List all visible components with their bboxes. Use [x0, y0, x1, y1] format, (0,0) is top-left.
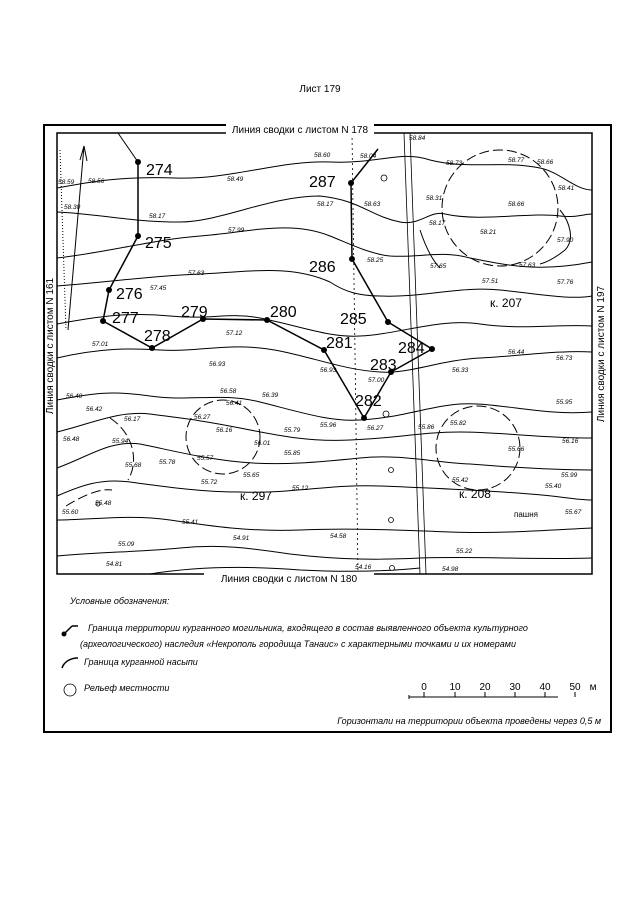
elevation-label: 58.30 [64, 204, 81, 211]
elevation-label: 56.58 [220, 388, 237, 395]
elevation-label: 55.12 [292, 485, 309, 492]
elevation-labels [58, 135, 582, 573]
elevation-label: 55.42 [452, 477, 469, 484]
elevation-label: 54.16 [355, 564, 372, 571]
point-284 [429, 346, 435, 352]
elevation-label: 55.65 [243, 472, 260, 479]
elevation-label: 55.78 [159, 459, 176, 466]
point-label: 282 [355, 393, 382, 410]
elevation-label: 54.58 [330, 533, 347, 540]
elevation-label: 56.42 [86, 406, 103, 413]
elevation-label: 58.60 [314, 152, 331, 159]
elevation-label: 58.66 [508, 201, 525, 208]
elevation-label: 56.41 [226, 400, 243, 407]
legend-mound-label: Граница курганной насыпи [84, 657, 198, 667]
elevation-label: 55.85 [284, 450, 301, 457]
elevation-label: 57.63 [188, 270, 205, 277]
scale-unit-label: м [589, 682, 597, 693]
elevation-label: 58.66 [537, 159, 554, 166]
elevation-label: 58.17 [429, 220, 446, 227]
elevation-label: 55.40 [545, 483, 562, 490]
edge-left-label: Линия сводки с листом N 161 [45, 277, 56, 415]
scale-tick-label: 40 [539, 682, 551, 693]
elevation-label: 58.25 [367, 257, 384, 264]
edge-top-label: Линия сводки с листом N 178 [231, 125, 369, 136]
scale-tick-label: 0 [421, 682, 427, 693]
elevation-label: 56.44 [508, 349, 525, 356]
elevation-label: 58.49 [227, 176, 244, 183]
legend-point-icon [62, 632, 67, 637]
legend-relief-label: Рельеф местности [84, 683, 170, 693]
elevation-label: 55.41 [182, 519, 199, 526]
elevation-label: 55.79 [284, 427, 301, 434]
elevation-label: 54.81 [106, 561, 123, 568]
elevation-label: 57.90 [557, 237, 574, 244]
elevation-label: 56.17 [124, 416, 141, 423]
mound-label: к. 207 [490, 296, 522, 310]
elevation-label: 58.31 [426, 195, 443, 202]
elevation-label: 56.39 [262, 392, 279, 399]
mound-label: к. 297 [240, 489, 272, 503]
elevation-label: 55.95 [556, 399, 573, 406]
elevation-label: 55.09 [118, 541, 135, 548]
elevation-label: 57.51 [482, 278, 499, 285]
mound-207-boundary [442, 150, 558, 266]
point-label: 280 [270, 304, 297, 321]
point-label: 276 [116, 286, 143, 303]
elevation-label: 55.57 [197, 455, 214, 462]
elevation-label: 55.66 [508, 446, 525, 453]
elevation-label: 57.12 [226, 330, 243, 337]
elevation-label: 58.59 [58, 179, 75, 186]
point-label: 283 [370, 357, 397, 374]
scale-tick-label: 50 [569, 682, 581, 693]
mound-297-boundary [186, 400, 260, 474]
elevation-label: 57.99 [228, 227, 245, 234]
scale-tick-label: 20 [479, 682, 491, 693]
elevation-label: 56.48 [63, 436, 80, 443]
point-label: 286 [309, 259, 336, 276]
elevation-label: 58.04 [360, 153, 377, 160]
mound-partial-left-2 [110, 418, 134, 480]
point-label: 285 [340, 311, 367, 328]
elevation-label: 55.22 [456, 548, 473, 555]
elevation-label: 55.48 [95, 500, 112, 507]
elevation-label: 55.60 [62, 509, 79, 516]
sheet-title: Лист 179 [299, 84, 341, 95]
north-arrow-icon [68, 146, 87, 330]
elevation-label: 55.67 [565, 509, 582, 516]
point-label: 279 [181, 304, 208, 321]
scale-bar [409, 692, 575, 699]
elevation-label: 58.77 [508, 157, 525, 164]
point-label: 281 [326, 335, 353, 352]
point-label: 275 [145, 235, 172, 252]
edge-bottom-label: Линия сводки с листом N 180 [220, 574, 358, 585]
elevation-label: 58.17 [317, 201, 334, 208]
elevation-label: 58.17 [149, 213, 166, 220]
elevation-label: 57.76 [557, 279, 574, 286]
elevation-label: 58.21 [480, 229, 497, 236]
point-label: 274 [146, 162, 173, 179]
point-275 [135, 233, 141, 239]
elevation-label: 56.01 [254, 440, 271, 447]
mound-boundaries [66, 150, 558, 506]
elevation-label: 58.73 [446, 160, 463, 167]
elevation-label: 56.27 [194, 414, 211, 421]
elevation-label: 57.63 [519, 262, 536, 269]
point-276 [106, 287, 112, 293]
elevation-label: 55.82 [450, 420, 467, 427]
elevation-label: 55.99 [561, 472, 578, 479]
elevation-label: 57.65 [430, 263, 447, 270]
point-label: 287 [309, 174, 336, 191]
mound-label: к. 208 [459, 487, 491, 501]
legend-title: Условные обозначения: [70, 596, 170, 606]
elevation-label: 56.16 [562, 438, 579, 445]
elevation-label: 58.56 [88, 178, 105, 185]
scale-tick-label: 30 [509, 682, 521, 693]
point-286 [349, 256, 355, 262]
relief-markers [96, 175, 395, 571]
legend-boundary-line2: (археологического) наследия «Некрополь городища Танаис» с характерными точками и их номерами [80, 639, 516, 649]
elevation-label: 57.00 [368, 377, 385, 384]
elevation-label: 58.84 [409, 135, 426, 142]
legend-relief-icon [64, 684, 76, 696]
point-287 [348, 180, 354, 186]
elevation-label: 55.96 [320, 422, 337, 429]
scale-tick-label: 10 [449, 682, 461, 693]
point-282 [361, 415, 367, 421]
point-274 [135, 159, 141, 165]
elevation-label: 56.27 [367, 425, 384, 432]
elevation-label: 57.45 [150, 285, 167, 292]
elevation-label: 56.93 [320, 367, 337, 374]
point-285 [385, 319, 391, 325]
elevation-label: 58.41 [558, 185, 575, 192]
contour-interval-note: Горизонтали на территории объекта проведены через 0,5 м [337, 716, 601, 726]
point-277 [100, 318, 106, 324]
elevation-label: 56.16 [216, 427, 233, 434]
elevation-label: 58.63 [364, 201, 381, 208]
legend-mound-icon [62, 658, 78, 668]
elevation-label: 55.94 [112, 438, 129, 445]
elevation-label: 55.68 [125, 462, 142, 469]
elevation-label: 55.72 [201, 479, 218, 486]
point-label: 284 [398, 340, 425, 357]
elevation-label: 56.40 [66, 393, 83, 400]
elevation-label: 57.01 [92, 341, 109, 348]
elevation-label: 56.33 [452, 367, 469, 374]
point-label: 278 [144, 328, 171, 345]
elevation-label: 54.98 [442, 566, 459, 573]
elevation-label: 56.93 [209, 361, 226, 368]
legend-boundary-line1: Граница территории курганного могильника, входящего в состав выявленного объекта культурного [88, 623, 528, 633]
edge-right-label: Линия сводки с листом N 197 [596, 285, 607, 423]
legend [62, 596, 602, 726]
elevation-label: 56.73 [556, 355, 573, 362]
land-use-label: пашня [514, 510, 538, 519]
point-label: 277 [112, 310, 139, 327]
elevation-label: 54.91 [233, 535, 250, 542]
point-278 [149, 345, 155, 351]
elevation-label: 55.86 [418, 424, 435, 431]
